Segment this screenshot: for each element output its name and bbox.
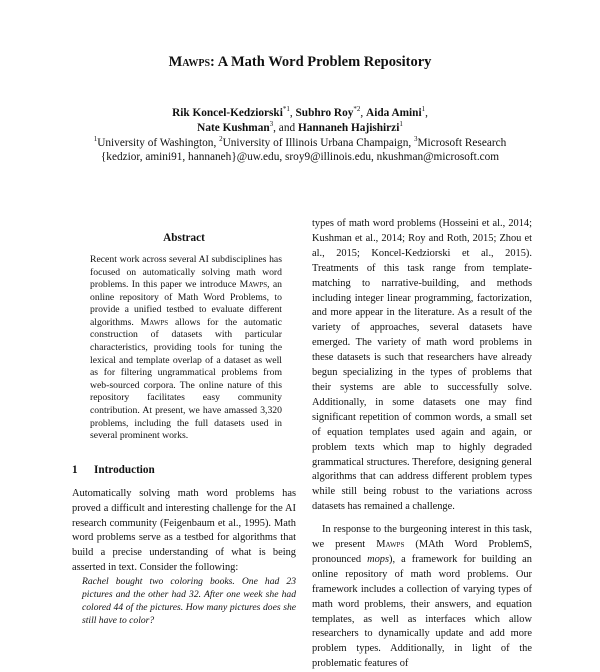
emails: {kedzior, amini91, hannaneh}@uw.edu, sroy9@illinois.edu, nkushman@microsoft.com — [100, 151, 500, 164]
author-affil-mark: 1 — [421, 105, 426, 114]
body-part: (MAth Word ProblemS, pronounced — [312, 539, 532, 565]
section-heading-introduction — [72, 463, 296, 478]
authors-line-1 — [0, 106, 600, 121]
abstract-part: allows for the automatic construction of datasets with particular characteristics, providing tools for tuning the lexical and template overlap of a dataset as well as for filtering ungrammatical problems from web-sourced corpora. The online nature of this repository facilitates easy community contribution. At present, we have amassed 3,320 problems, including the full datasets used in several prominent works. — [90, 316, 283, 442]
affil-mark: 1 — [93, 134, 98, 143]
author-affil-mark: 1 — [399, 120, 403, 129]
abstract-text — [90, 254, 282, 443]
affil-mark: 2 — [219, 134, 223, 143]
title-rest: : A Math Word Problem Repository — [210, 54, 432, 70]
abstract-part: , an online repository of Math Word Problems, to provide a unified testbed to evaluate different algorithms. — [90, 279, 282, 328]
body-system-name: Mawps — [376, 539, 405, 551]
author-name: Rik Koncel-Kedziorski — [172, 107, 283, 119]
paper-title — [0, 54, 600, 71]
abstract-system-name: Mawps — [140, 316, 169, 328]
intro-paragraph: Automatically solving math word problems has proved a difficult and interesting challenge for the AI research community (Feigenbaum et al., 1995). Math word problems serve as a testbed for algorithms that build a precise understanding of what is being asserted in text. Consider the following: — [72, 487, 296, 574]
author-name: Hannaneh Hajishirzi — [297, 121, 400, 134]
affiliation: University of Washington, — [97, 136, 220, 149]
author-affil-mark: 3 — [269, 120, 274, 129]
abstract-system-name: Mawps — [239, 279, 268, 291]
abstract-part: Recent work across several AI subdisciplines has focused on automatically solving math word problems. In this paper we introduce — [90, 253, 282, 291]
body-paragraph: types of math word problems (Hosseini et al., 2014; Kushman et al., 2014; Roy and Roth, 2015; Zhou et al., 2015; Koncel-Kedziorski et al., 2015). Treatments of this task range from template-matching to narrative-building, and methods including integer linear programming, factorization, and more appear in the literature. As a result of the variety of approaches, several datasets have emerged. The variety of math word problems in these datasets is such that researchers have already begun specializing in the types of problems that their systems are able to successfully solve. Additionally, in some datasets one may find significant repetition of common words, a small set of equation templates used again and again, or problem texts which map to highly degraded grammatical structures. Therefore, designing general algorithms that can address different problem types while still being robust to the variations across datasets has remained a challenge. — [312, 218, 532, 513]
author-block — [0, 106, 600, 165]
section-title: Introduction — [94, 463, 155, 476]
affiliation: Microsoft Research — [417, 136, 507, 149]
body-part: In response to the burgeoning interest in this task, we present — [312, 524, 532, 551]
body-paragraph — [312, 523, 532, 672]
left-column — [72, 231, 296, 628]
affil-mark: 3 — [414, 134, 418, 143]
affiliations — [0, 136, 600, 151]
author-name: Aida Amini — [366, 107, 422, 119]
authors-line-2 — [0, 121, 600, 136]
abstract-heading: Abstract — [163, 232, 205, 244]
body-italic: mops — [367, 553, 390, 565]
right-column — [312, 217, 532, 672]
author-affil-mark: *2 — [353, 105, 361, 114]
author-separator: , — [360, 107, 367, 119]
author-name: Subhro Roy — [295, 107, 354, 119]
example-problem-quote: Rachel bought two coloring books. One had 23 pictures and the other had 32. After one week she had colored 44 of the pictures. How many pictures does she still have to color? — [82, 576, 296, 626]
author-separator: , and — [273, 121, 298, 134]
author-name: Nate Kushman — [197, 121, 270, 134]
author-separator: , — [289, 107, 296, 119]
section-number: 1 — [72, 463, 78, 476]
author-affil-mark: *1 — [282, 105, 290, 114]
body-part: ), a framework for building an online repository of math word problems. Our framework includes a collection of varying types of math word problems, their answers, and equation templates, as well as interfaces which allow researchers to dynamically update and add more problem types. Additionally, in light of the problematic features of — [312, 553, 532, 670]
author-separator: , — [425, 107, 428, 119]
affiliation: University of Illinois Urbana Champaign, — [222, 136, 414, 149]
title-system-name: Mawps — [168, 54, 211, 70]
